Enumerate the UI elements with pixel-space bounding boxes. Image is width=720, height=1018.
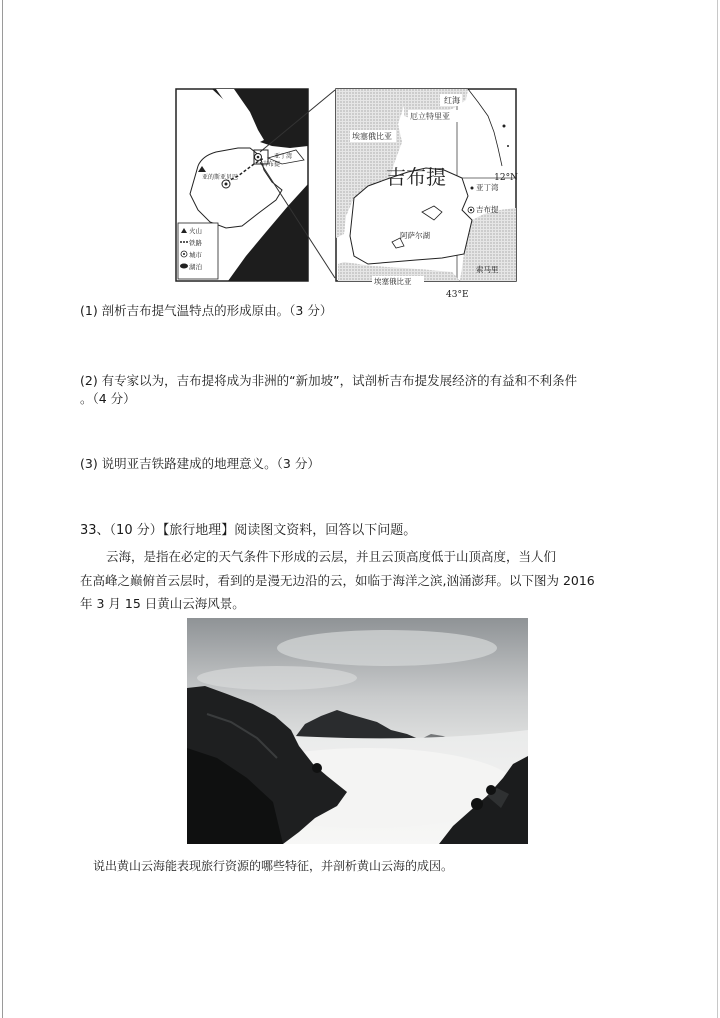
question-1: (1) 剖析吉布提气温特点的形成原由。（3 分） — [80, 303, 333, 318]
legend-railway: 铁路 — [189, 239, 202, 247]
map-label-somalia: 索马里 — [476, 265, 499, 274]
map-label-gulf-aden: 亚丁湾 — [476, 183, 499, 192]
map-label-ethiopia-bottom: 埃塞俄比亚 — [374, 277, 412, 286]
section-33-paragraph-line-3: 年 3 月 15 日黄山云海风景。 — [80, 596, 245, 611]
legend-volcano: 火山 — [189, 227, 202, 235]
question-2-line-1: (2) 有专家以为，吉布提将成为非洲的“新加坡”，试剖析吉布提发展经济的有益和不利条件 — [80, 373, 578, 388]
map-label-ethiopia-top: 埃塞俄比亚 — [352, 132, 392, 141]
page-border-right — [717, 0, 718, 1018]
map-legend — [178, 223, 218, 279]
djibouti-map-figure — [172, 86, 518, 300]
question-2-line-2: 。（4 分） — [80, 391, 136, 406]
map-label-djibouti-city: 吉布提 — [476, 205, 499, 214]
question-3: (3) 说明亚吉铁路建成的地理意义。（3 分） — [80, 456, 320, 471]
map-label-gulf: 亚丁湾 — [274, 153, 293, 160]
legend-lake: 湖泊 — [189, 263, 202, 271]
section-33-paragraph-line-2: 在高峰之巅俯首云层时，看到的是漫无边沿的云，如临于海洋之滨,汹涌澎拜。以下图为 2016 — [80, 573, 595, 588]
detail-map-right — [336, 89, 516, 286]
map-label-lon: 43°E — [446, 290, 469, 300]
map-label-djibouti-country: 吉布提 — [386, 165, 446, 189]
map-label-lat: 12°N — [494, 173, 518, 183]
map-label-djibouti-left: 吉布提 — [262, 161, 281, 168]
page-border-left — [2, 0, 3, 1018]
inset-map-left — [176, 89, 335, 281]
map-label-red-1: 红 — [228, 100, 238, 110]
map-label-addis: 亚的斯亚贝巴 — [202, 174, 239, 181]
map-label-eritrea: 厄立特里亚 — [410, 112, 450, 121]
map-label-lake-assal: 阿萨尔湖 — [400, 231, 430, 240]
section-33-question: 说出黄山云海能表现旅行资源的哪些特征，并剖析黄山云海的成因。 — [93, 859, 454, 873]
section-33-heading: 33、（10 分）【旅行地理】阅读图文资料，回答以下问题。 — [80, 523, 417, 538]
section-33-paragraph-line-1: 云海，是指在必定的天气条件下形成的云层，并且云顶高度低于山顶高度，当人们 — [106, 549, 557, 564]
map-label-red-2: 海 — [240, 117, 250, 127]
legend-city: 城市 — [189, 251, 202, 259]
map-label-redsea: 红海 — [444, 96, 460, 105]
huangshan-cloud-sea-photo — [187, 618, 528, 844]
